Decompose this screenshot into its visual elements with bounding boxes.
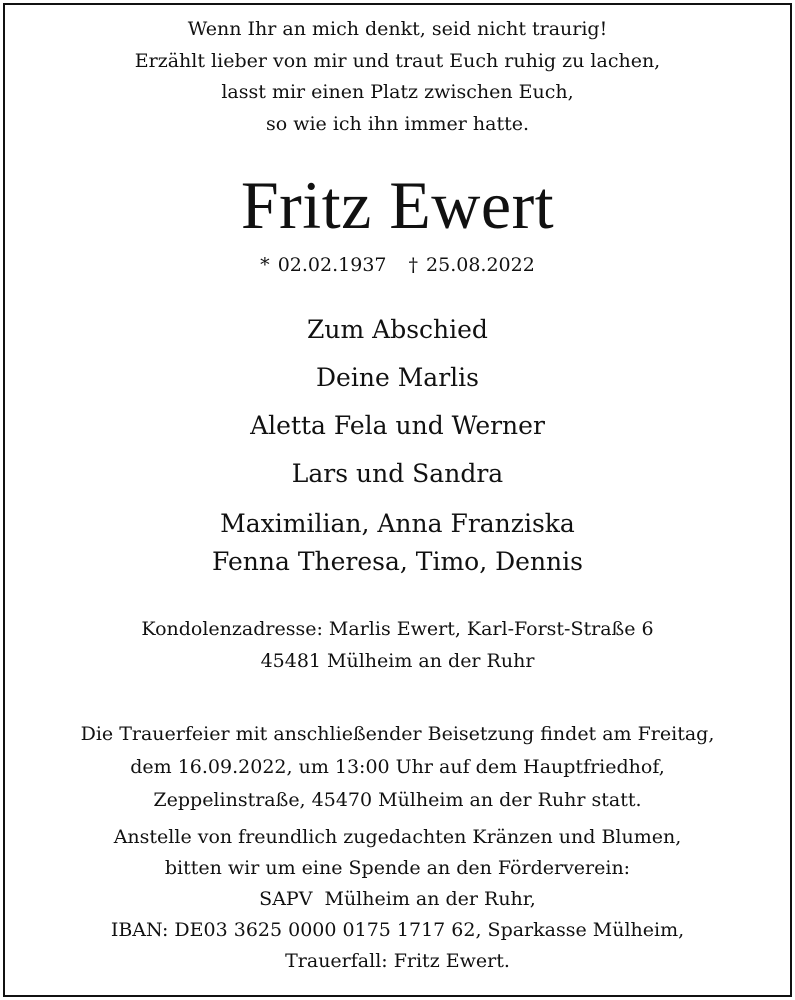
donation-line: IBAN: DE03 3625 0000 0175 1717 62, Sparkasse Mülheim,	[110, 919, 685, 941]
donation-info	[0, 822, 795, 977]
mourner-line: Zum Abschied	[307, 315, 488, 344]
grandchildren-list	[0, 505, 795, 581]
donation-line: Anstelle von freundlich zugedachten Kränzen und Blumen,	[113, 826, 682, 848]
mourner-line: Lars und Sandra	[291, 459, 504, 488]
poem	[0, 14, 795, 140]
poem-line: so wie ich ihn immer hatte.	[265, 112, 530, 135]
mourners-list	[0, 306, 795, 498]
birth-date: * 02.02.1937	[260, 254, 387, 276]
donation-line: Trauerfall: Fritz Ewert.	[285, 950, 510, 972]
ceremony-line: Die Trauerfeier mit anschließender Beisetzung findet am Freitag,	[80, 723, 715, 745]
ceremony-line: dem 16.09.2022, um 13:00 Uhr auf dem Hauptfriedhof,	[130, 756, 665, 778]
condolence-address	[0, 613, 795, 677]
mourner-line: Aletta Fela und Werner	[250, 411, 545, 440]
life-dates	[0, 250, 795, 280]
ceremony-info	[0, 718, 795, 817]
poem-line: Wenn Ihr an mich denkt, seid nicht traurig!	[187, 18, 608, 40]
poem-line: Erzählt lieber von mir und traut Euch ruhig zu lachen,	[134, 49, 661, 72]
mourner-line: Fenna Theresa, Timo, Dennis	[212, 547, 583, 576]
donation-line: SAPV Mülheim an der Ruhr,	[259, 888, 536, 910]
deceased-name: Fritz Ewert	[240, 167, 555, 243]
mourner-line: Deine Marlis	[316, 363, 479, 392]
mourner-line: Maximilian, Anna Franziska	[220, 509, 575, 538]
address-line: Kondolenzadresse: Marlis Ewert, Karl-Forst-Straße 6	[141, 618, 654, 640]
donation-line: bitten wir um eine Spende an den Förderverein:	[164, 857, 631, 879]
death-date: † 25.08.2022	[408, 254, 535, 276]
ceremony-line: Zeppelinstraße, 45470 Mülheim an der Ruhr statt.	[153, 789, 642, 811]
address-line: 45481 Mülheim an der Ruhr	[260, 650, 535, 672]
poem-line: lasst mir einen Platz zwischen Euch,	[221, 81, 574, 103]
